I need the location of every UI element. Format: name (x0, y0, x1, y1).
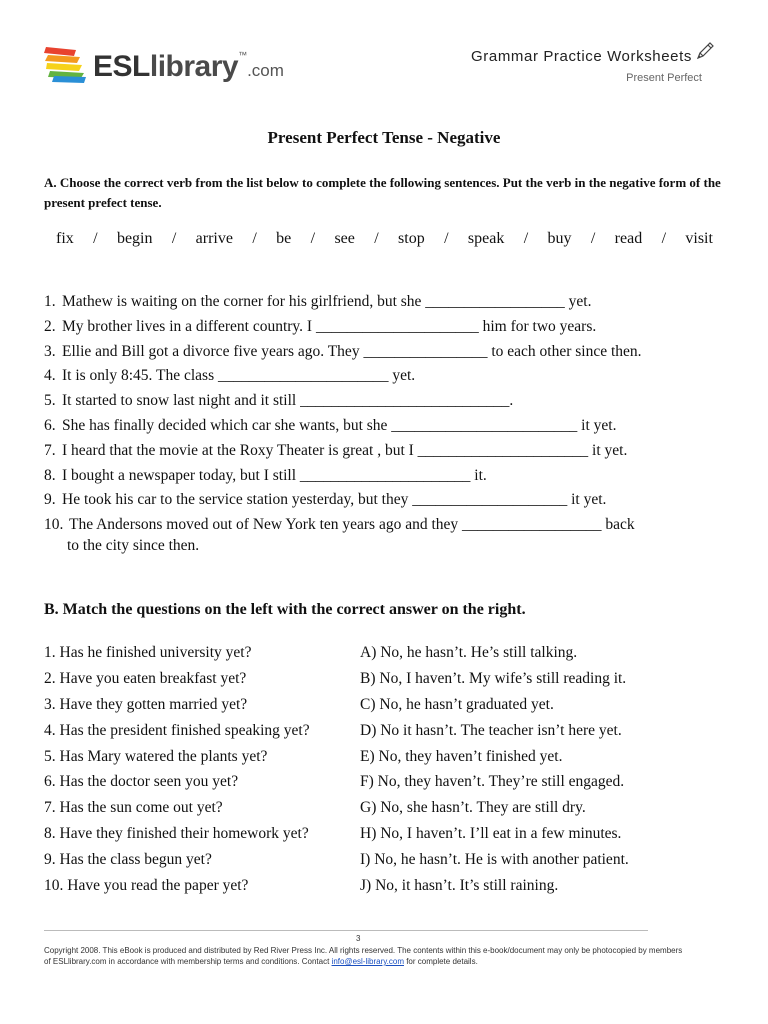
sentence-number: 9. (44, 491, 56, 509)
answer-item: D) No it hasn’t. The teacher isn’t here yet. (360, 721, 622, 739)
sentence-text: It started to snow last night and it still ___________________________. (62, 392, 514, 410)
question-item: 2. Have you eaten breakfast yet? (44, 669, 247, 687)
sentence-number: 3. (44, 342, 56, 360)
sentence-number: 6. (44, 416, 56, 434)
logo-trademark: ™ (238, 50, 248, 60)
answer-item: F) No, they haven’t. They’re still engaged. (360, 773, 625, 791)
verb-separator: / (252, 230, 257, 247)
verb-separator: / (661, 230, 667, 247)
question-item: 5. Has Mary watered the plants yet? (44, 747, 268, 765)
sentence-text: The Andersons moved out of New York ten years ago and they __________________ back (69, 516, 635, 534)
sentence-row (44, 488, 734, 513)
sentence-row (44, 414, 734, 439)
verb-separator: / (171, 230, 177, 247)
header-title: Grammar Practice Worksheets (471, 48, 692, 65)
question-item: 3. Have they gotten married yet? (44, 695, 248, 713)
sentence-row (44, 290, 734, 315)
sentence-text: I bought a newspaper today, but I still ______________________ it. (62, 466, 487, 484)
sentence-text: It is only 8:45. The class ______________________ yet. (62, 367, 416, 385)
logo-library: library (149, 50, 239, 83)
sentence-text: He took his car to the service station yesterday, but they ____________________ it yet. (62, 491, 607, 509)
worksheet-title: Present Perfect Tense - Negative (267, 128, 501, 147)
question-item: 10. Have you read the paper yet? (44, 877, 249, 895)
answer-item: G) No, she hasn’t. They are still dry. (360, 799, 586, 817)
question-item: 4. Has the president finished speaking yet? (44, 721, 310, 739)
verb-item: fix (56, 230, 74, 247)
sentence-row (44, 389, 734, 414)
answer-item: E) No, they haven’t finished yet. (360, 747, 563, 765)
copyright-text-end: for complete details. (403, 957, 478, 966)
question-list (44, 640, 354, 899)
verb-separator: / (310, 230, 316, 247)
sentence-text: I heard that the movie at the Roxy Theater is great , but I ______________________ it yet. (62, 441, 628, 459)
sentence-number: 4. (44, 367, 56, 385)
section-a-instructions: A. Choose the correct verb from the list below to complete the following sentences. Put the verb in the negative form of the present prefect tense. (44, 175, 721, 210)
verb-item: read (614, 230, 643, 247)
verb-item: see (334, 230, 355, 247)
footer-divider (44, 930, 648, 931)
verb-separator: / (523, 230, 529, 247)
verb-list (56, 230, 713, 248)
sentence-row (44, 315, 734, 340)
verb-separator: / (93, 230, 98, 247)
logo-dotcom: .com (247, 61, 284, 80)
sentence-text: She has finally decided which car she wants, but she ________________________ it yet. (62, 416, 617, 434)
logo-wordmark (93, 50, 284, 84)
book-stack-icon (44, 44, 88, 84)
section-b-instructions: B. Match the questions on the left with the correct answer on the right. (44, 601, 526, 618)
sentence-row (44, 464, 734, 489)
header-subtitle: Present Perfect (626, 72, 702, 84)
sentence-number: 7. (44, 441, 56, 459)
sentence-text: My brother lives in a different country. I _____________________ him for two years. (62, 317, 597, 335)
question-item: 8. Have they finished their homework yet? (44, 825, 309, 843)
question-item: 1. Has he finished university yet? (44, 644, 252, 661)
verb-item: buy (547, 230, 572, 247)
copyright-notice (44, 945, 684, 967)
answer-item: H) No, I haven’t. I’ll eat in a few minutes. (360, 825, 622, 843)
verb-item: arrive (195, 230, 233, 247)
sentence-row (44, 340, 734, 365)
sentence-row (44, 439, 734, 464)
sentence-row (44, 364, 734, 389)
esl-library-logo[interactable] (44, 44, 284, 90)
copyright-text: Copyright 2008. This eBook is produced and distributed by Red River Press Inc. All rights reserved. The contents within this e-book/document may only be photocopied by members of ESLlibrary.com in accordance with membership terms and conditions. Contact (44, 946, 683, 966)
question-item: 7. Has the sun come out yet? (44, 799, 223, 817)
verb-separator: / (590, 230, 596, 247)
verb-item: visit (685, 230, 713, 247)
sentence-number: 5. (44, 392, 56, 410)
page-number: 3 (356, 934, 361, 943)
contact-email-link[interactable]: info@esl-library.com (331, 957, 404, 966)
verb-item: be (276, 230, 292, 247)
answer-item: C) No, he hasn’t graduated yet. (360, 695, 554, 713)
sentence-text: to the city since then. (67, 536, 200, 554)
answer-list (360, 640, 730, 899)
answer-item: A) No, he hasn’t. He’s still talking. (360, 644, 578, 661)
question-item: 9. Has the class begun yet? (44, 851, 212, 869)
verb-item: begin (116, 230, 153, 247)
sentence-text: Mathew is waiting on the corner for his girlfriend, but she __________________ yet. (62, 293, 592, 310)
verb-separator: / (374, 230, 379, 247)
fill-in-sentences (44, 290, 734, 559)
answer-item: I) No, he hasn’t. He is with another patient. (360, 851, 629, 869)
sentence-text: Ellie and Bill got a divorce five years ago. They ________________ to each other since then. (62, 342, 642, 360)
logo-esl: ESL (93, 50, 150, 83)
verb-separator: / (444, 230, 449, 247)
sentence-number: 10. (44, 516, 64, 534)
sentence-number: 1. (44, 293, 56, 310)
sentence-number: 8. (44, 466, 56, 484)
question-item: 6. Has the doctor seen you yet? (44, 773, 239, 791)
pencil-icon (694, 40, 716, 62)
answer-item: J) No, it hasn’t. It’s still raining. (360, 877, 559, 895)
answer-item: B) No, I haven’t. My wife’s still reading it. (360, 669, 627, 687)
verb-item: stop (398, 230, 425, 247)
verb-item: speak (467, 230, 505, 247)
sentence-number: 2. (44, 317, 56, 335)
